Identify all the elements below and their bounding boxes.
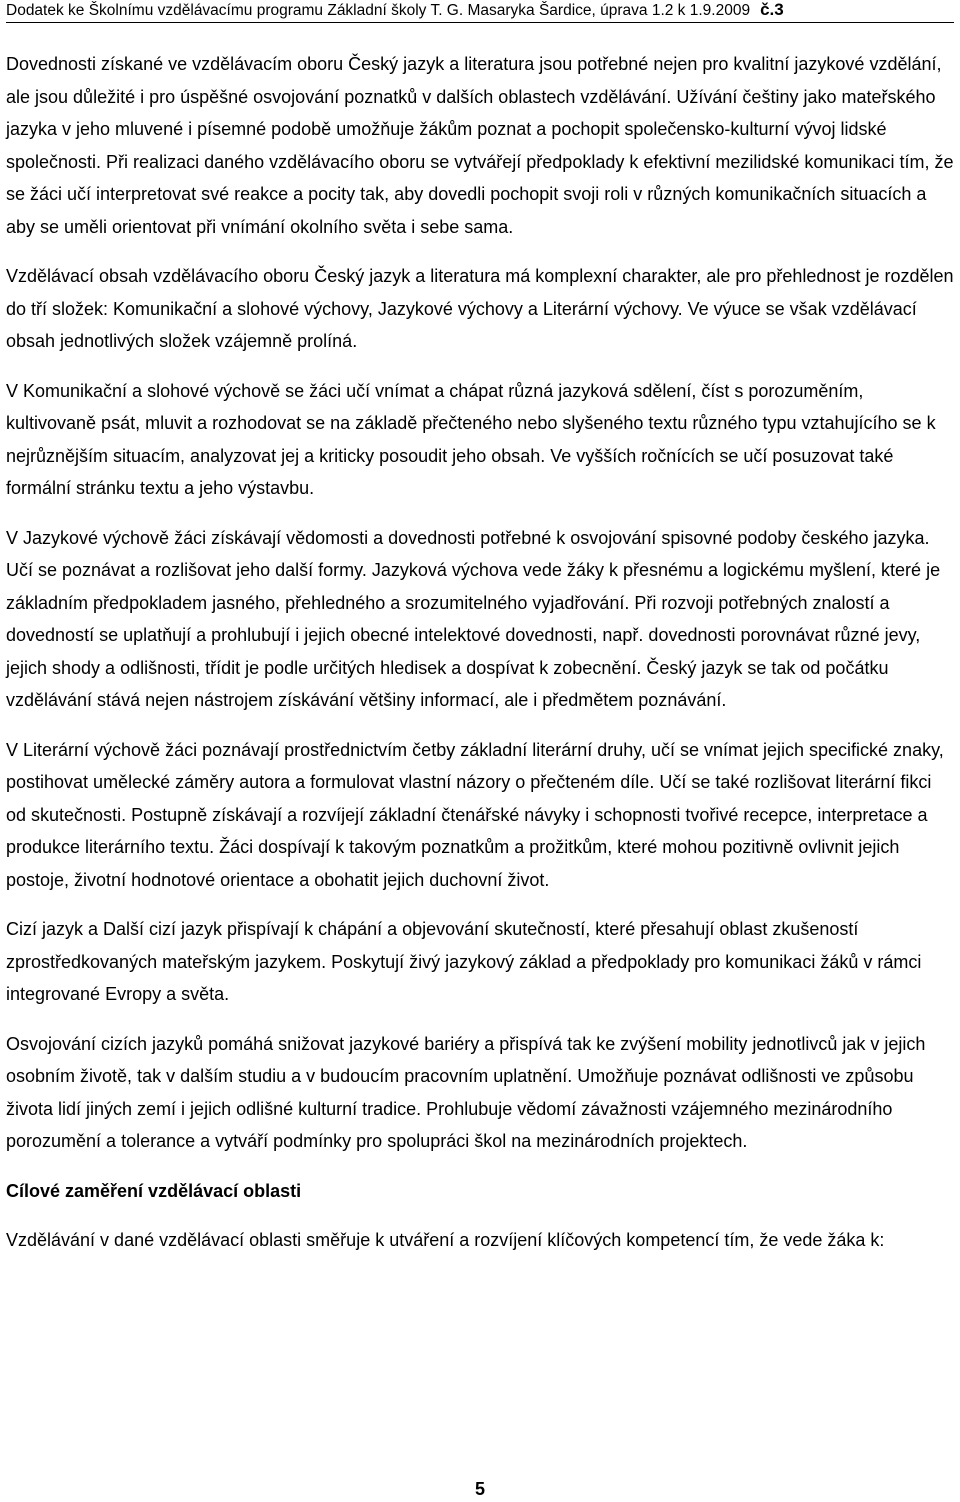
paragraph-foreign-language-benefits: Osvojování cizích jazyků pomáhá snižovat jazykové bariéry a přispívá tak ke zvýšení mobility jednotlivců jak v jejich osobním životě, tak v dalším studiu a v budoucím pracovním uplatnění. Umožňuje poznávat odlišnosti ve způsobu života lidí jiných zemí i jejich odlišné kulturní tradice. Prohlubuje vědomí závažnosti vzájemného mezinárodního porozumění a tolerance a vytváří podmínky pro spolupráci škol na mezinárodních projektech. [6, 1033, 926, 1151]
section-heading: Cílové zaměření vzdělávací oblasti [6, 1180, 302, 1201]
paragraph-communication-skills: Dovednosti získané ve vzdělávacím oboru Český jazyk a literatura jsou potřebné nejen pro kvalitní jazykové vzdělání, ale jsou důležité i pro úspěšné osvojování poznatků v dalších oblastech vzdělávání. Užívání češtiny jako mateřského jazyka v jeho mluvené i písemné podobě umožňuje žákům poznat a pochopit společensko-kulturní vývoj lidské společnosti. Při realizaci daného vzdělávacího oboru se vytvářejí předpoklady k efektivní mezilidské komunikaci tím, že se žáci učí interpretovat své reakce a pocity tak, aby dovedli pochopit svoji roli v různých komunikačních situacích a aby se uměli orientovat při vnímání okolního světa i sebe sama. [6, 54, 954, 237]
header-text: Dodatek ke Školnímu vzdělávacímu programu Základní školy T. G. Masaryka Šardice, úprava 1.2 k 1.9.2009 [6, 2, 751, 19]
paragraph-communication-education: V Komunikační a slohové výchově se žáci učí vnímat a chápat různá jazyková sdělení, číst s porozuměním, kultivovaně psát, mluvit a rozhodovat se na základě přečteného nebo slyšeného textu různého typu vztahujícího se k nejrůznějším situacím, analyzovat jej a kriticky posoudit jeho obsah. Ve vyšších ročnících se učí posuzovat také formální stránku textu a jeho výstavbu. [6, 380, 936, 498]
paragraph-content-structure: Vzdělávací obsah vzdělávacího oboru Český jazyk a literatura má komplexní charakter, ale pro přehlednost je rozdělen do tří složek: Komunikační a slohové výchovy, Jazykové výchovy a Literární výchovy. Ve výuce se však vzdělávací obsah jednotlivých složek vzájemně prolíná. [6, 266, 954, 351]
paragraph-closing: Vzdělávání v dané vzdělávací oblasti směřuje k utváření a rozvíjení klíčových kompetencí tím, že vede žáka k: [6, 1230, 885, 1250]
paragraph-foreign-language: Cizí jazyk a Další cizí jazyk přispívají k chápání a objevování skutečností, které přesahují oblast zkušeností zprostředkovaných mateřským jazykem. Poskytují živý jazykový základ a předpoklady pro komunikaci žáků v rámci integrované Evropy a světa. [6, 919, 922, 1004]
page-number: 5 [474, 1479, 485, 1499]
paragraph-literary-education: V Literární výchově žáci poznávají prostřednictvím četby základní literární druhy, učí se vnímat jejich specifické znaky, postihovat umělecké záměry autora a formulovat vlastní názory o přečteném díle. Učí se také rozlišovat literární fikci od skutečnosti. Postupně získávají a rozvíjejí základní čtenářské návyky i schopnosti tvořivé recepce, interpretace a produkce literárního textu. Žáci dospívají k takovým poznatkům a prožitkům, které mohou pozitivně ovlivnit jejich postoje, životní hodnotové orientace a obohatit jejich duchovní život. [6, 739, 944, 890]
paragraph-language-education: V Jazykové výchově žáci získávají vědomosti a dovednosti potřebné k osvojování spisovné podoby českého jazyka. Učí se poznávat a rozlišovat jeho další formy. Jazyková výchova vede žáky k přesnému a logickému myšlení, které je základním předpokladem jasného, přehledného a srozumitelného vyjadřování. Při rozvoji potřebných znalostí a dovedností se uplatňují a prohlubují i jejich obecné intelektové dovednosti, např. dovednosti porovnávat různé jevy, jejich shody a odlišnosti, třídit je podle určitých hledisek a dospívat k zobecnění. Český jazyk se tak od počátku vzdělávání stává nejen nástrojem získávání většiny informací, ale i předmětem poznávání. [6, 527, 941, 710]
header-document-number: č.3 [760, 0, 784, 19]
document-body [6, 48, 956, 1274]
page-header [6, 0, 954, 23]
